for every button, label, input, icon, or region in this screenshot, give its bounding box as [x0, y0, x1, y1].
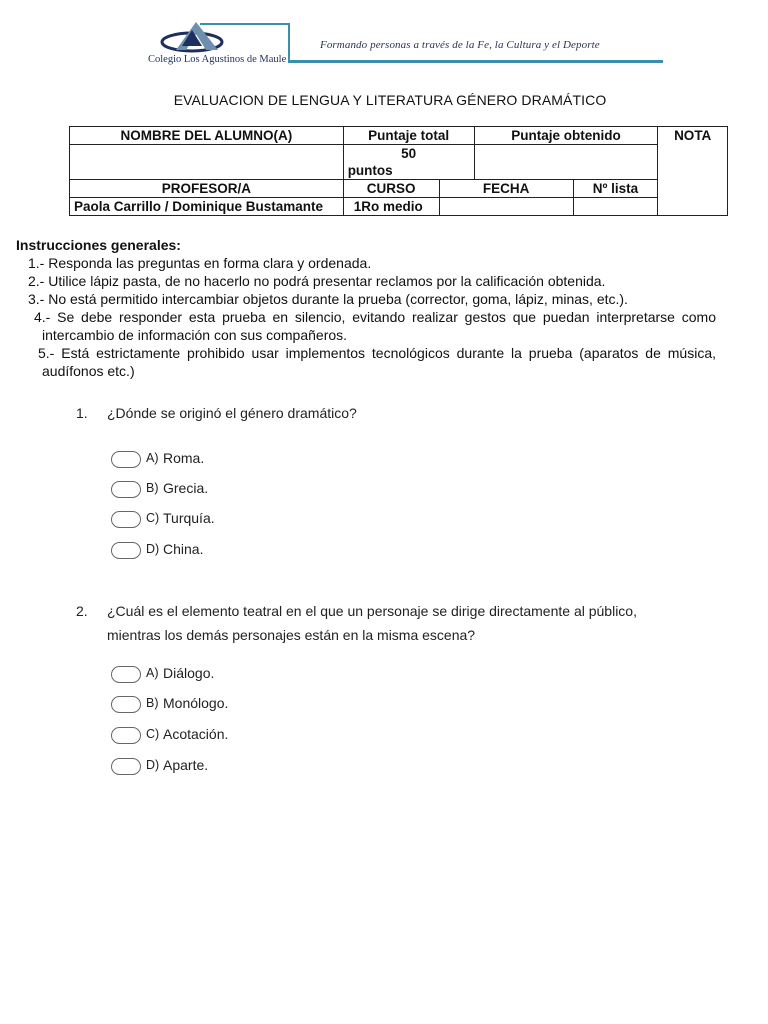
student-name-header: NOMBRE DEL ALUMNO(A) [70, 127, 344, 145]
obtained-score-header: Puntaje obtenido [474, 127, 658, 145]
header-rule-top [200, 23, 290, 25]
option-text: Roma. [163, 450, 205, 466]
date-header: FECHA [439, 180, 573, 198]
radio-button[interactable] [111, 727, 141, 744]
option-text: Diálogo. [163, 665, 215, 681]
option-letter: C) [146, 511, 160, 525]
radio-button[interactable] [111, 451, 141, 468]
option-letter: D) [146, 542, 160, 556]
option-text: Monólogo. [163, 695, 229, 711]
school-name: Colegio Los Agustinos de Maule [148, 54, 287, 65]
student-name-field[interactable] [70, 145, 344, 180]
header-rule-horizontal [288, 60, 663, 63]
option-text: Acotación. [163, 726, 229, 742]
student-info-table [69, 126, 728, 216]
option-letter: A) [146, 666, 159, 680]
radio-button[interactable] [111, 481, 141, 498]
page-header [140, 18, 680, 70]
option-text: Turquía. [163, 510, 215, 526]
radio-button[interactable] [111, 511, 141, 528]
teacher-header: PROFESOR/A [70, 180, 344, 198]
radio-button[interactable] [111, 758, 141, 775]
instruction-item-2: 2.- Utilice lápiz pasta, de no hacerlo no podrá presentar reclamos por la calificación obtenida. [28, 273, 606, 289]
instruction-item-3: 3.- No está permitido intercambiar objetos durante la prueba (corrector, goma, lápiz, minas, etc.). [28, 291, 628, 307]
total-score-number: 50 [401, 146, 417, 161]
page-title: EVALUACION DE LENGUA Y LITERATURA GÉNERO DRAMÁTICO [173, 92, 607, 108]
option-letter: B) [146, 481, 159, 495]
total-score-header: Puntaje total [343, 127, 474, 145]
question-number: 1. [76, 405, 88, 421]
obtained-score-field[interactable] [474, 145, 658, 180]
date-field[interactable] [439, 198, 573, 216]
list-number-header: Nº lista [573, 180, 658, 198]
total-score-unit: puntos [347, 163, 393, 178]
course-header: CURSO [343, 180, 439, 198]
question-text: ¿Dónde se originó el género dramático? [107, 405, 357, 421]
teacher-value: Paola Carrillo / Dominique Bustamante [70, 198, 344, 216]
school-motto: Formando personas a través de la Fe, la Cultura y el Deporte [320, 39, 600, 51]
option-letter: A) [146, 451, 159, 465]
radio-button[interactable] [111, 542, 141, 559]
grade-header: NOTA [658, 127, 728, 216]
instructions-section [16, 236, 716, 380]
instruction-item-5: 5.- Está estrictamente prohibido usar implementos tecnológicos durante la prueba (aparatos de música, audífonos etc.) [38, 345, 716, 379]
option-letter: B) [146, 696, 159, 710]
radio-button[interactable] [111, 666, 141, 683]
instruction-item-1: 1.- Responda las preguntas en forma clara y ordenada. [28, 255, 372, 271]
instructions-heading: Instrucciones generales: [16, 237, 181, 253]
option-letter: D) [146, 758, 160, 772]
option-text: Grecia. [163, 480, 209, 496]
radio-button[interactable] [111, 696, 141, 713]
instruction-item-4: 4.- Se debe responder esta prueba en silencio, evitando realizar gestos que puedan interpretarse como intercambio de información con sus compañeros. [34, 309, 716, 343]
option-text: Aparte. [163, 757, 209, 773]
question-text: ¿Cuál es el elemento teatral en el que un personaje se dirige directamente al público, mientras los demás personajes están en la misma escena? [107, 603, 637, 643]
course-value: 1Ro medio [343, 198, 439, 216]
header-rule-vertical [288, 23, 290, 63]
list-number-field[interactable] [573, 198, 658, 216]
question-1 [76, 401, 656, 425]
option-text: China. [163, 541, 204, 557]
total-score-value [343, 145, 474, 180]
question-2 [76, 599, 656, 647]
option-letter: C) [146, 727, 160, 741]
question-number: 2. [76, 603, 88, 619]
